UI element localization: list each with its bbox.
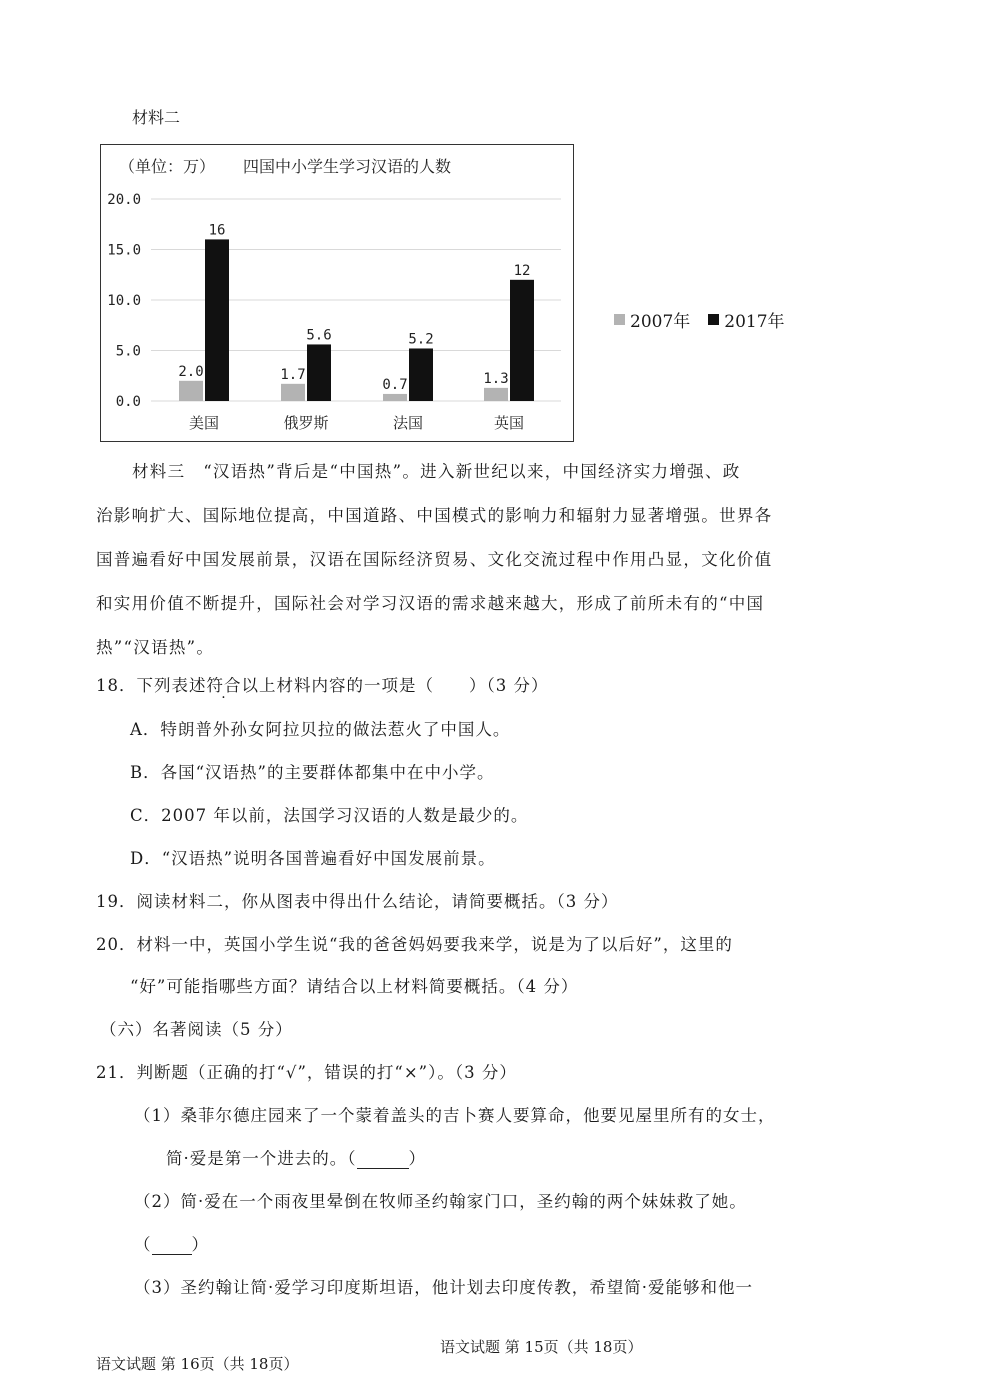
question-20-line2: “好”可能指哪些方面？请结合以上材料简要概括。（4 分） — [130, 977, 579, 996]
y-tick-label: 15.0 — [107, 242, 141, 259]
q21-item2-close: ） — [191, 1235, 209, 1254]
legend-label-2017: 2017年 — [724, 312, 785, 332]
legend-swatch-2007 — [614, 314, 625, 325]
bar-value-label: 1.7 — [280, 366, 306, 383]
bar-2017年-俄罗斯 — [307, 344, 331, 401]
y-tick-label: 5.0 — [115, 343, 141, 360]
q18-option-d: D．“汉语热”说明各国普遍看好中国发展前景。 — [130, 849, 496, 868]
section-6-heading: （六）名著阅读（5 分） — [100, 1020, 293, 1039]
chart-title: 四国中小学生学习汉语的人数 — [243, 157, 452, 176]
bar-value-label: 2.0 — [178, 363, 204, 380]
bar-value-label: 1.3 — [483, 370, 509, 387]
material3-line: 和实用价值不断提升，国际社会对学习汉语的需求越来越大，形成了前所未有的“中国 — [96, 594, 765, 613]
question-21-stem: 21．判断题（正确的打“√”，错误的打“×”）。（3 分） — [96, 1063, 517, 1082]
chart-svg — [101, 145, 575, 443]
material3-line: 治影响扩大、国际地位提高，中国道路、中国模式的影响力和辐射力显著增强。世界各 — [96, 506, 773, 525]
chart-legend — [614, 307, 785, 332]
page-footer-left: 语文试题 第 16页（共 18页） — [96, 1355, 299, 1373]
answer-blank-2[interactable] — [152, 1238, 192, 1255]
q21-item2-line2 — [134, 1231, 209, 1255]
bar-value-label: 16 — [208, 222, 226, 239]
material2-heading: 材料二 — [132, 108, 181, 127]
chart-unit-label: （单位：万） — [119, 157, 216, 176]
q21-item2-line1: （2）简·爱在一个雨夜里晕倒在牧师圣约翰家门口，圣约翰的两个妹妹救了她。 — [134, 1192, 747, 1211]
page-footer-center: 语文试题 第 15页（共 18页） — [440, 1338, 643, 1356]
q18-option-b: B．各国“汉语热”的主要群体都集中在中小学。 — [130, 763, 495, 782]
bar-2017年-法国 — [409, 348, 433, 401]
answer-blank-1[interactable] — [357, 1152, 409, 1169]
q18-option-c: C．2007 年以前，法国学习汉语的人数是最少的。 — [130, 806, 529, 825]
question-20-line1: 20．材料一中，英国小学生说“我的爸爸妈妈要我来学，说是为了以后好”，这里的 — [96, 935, 733, 954]
bar-chart — [100, 144, 574, 442]
q18-emphasis: 符合 — [206, 676, 242, 695]
q21-item2-open: （ — [134, 1235, 152, 1254]
bar-value-label: 5.2 — [408, 331, 434, 348]
bar-value-label: 0.7 — [382, 376, 408, 393]
x-category-label: 法国 — [392, 414, 424, 432]
bar-2007年-美国 — [179, 381, 203, 401]
q18-suffix: 以上材料内容的一项是（ ）（3 分） — [241, 676, 549, 695]
x-category-label: 英国 — [493, 414, 525, 432]
bar-2017年-美国 — [205, 239, 229, 401]
legend-swatch-2017 — [708, 314, 719, 325]
q21-item1-line2 — [166, 1145, 426, 1169]
legend-item-2017 — [708, 307, 784, 332]
material3-line: 热”“汉语热”。 — [96, 638, 215, 657]
q21-item1-text: 简·爱是第一个进去的。（ — [166, 1149, 357, 1168]
bar-value-label: 5.6 — [306, 327, 332, 344]
bar-2017年-英国 — [510, 280, 534, 401]
x-category-label: 俄罗斯 — [283, 414, 329, 432]
y-tick-label: 0.0 — [115, 394, 141, 410]
q18-prefix: 18．下列表述 — [96, 676, 207, 695]
bar-2007年-英国 — [484, 388, 508, 401]
q21-item1-close: ） — [408, 1149, 426, 1168]
q21-item1-line1: （1）桑菲尔德庄园来了一个蒙着盖头的吉卜赛人要算命，他要见屋里所有的女士， — [134, 1106, 776, 1125]
material3-line: 材料三 “汉语热”背后是“中国热”。进入新世纪以来，中国经济实力增强、政 — [132, 462, 741, 481]
legend-item-2007 — [614, 307, 690, 332]
bar-2007年-俄罗斯 — [281, 384, 305, 401]
x-category-label: 美国 — [188, 414, 220, 432]
y-tick-label: 10.0 — [107, 293, 141, 309]
y-tick-label: 20.0 — [107, 192, 141, 208]
bar-2007年-法国 — [383, 394, 407, 401]
q21-item3-line1: （3）圣约翰让简·爱学习印度斯坦语，他计划去印度传教，希望简·爱能够和他一 — [134, 1278, 753, 1297]
bar-value-label: 12 — [513, 262, 531, 279]
material3-line: 国普遍看好中国发展前景，汉语在国际经济贸易、文化交流过程中作用凸显，文化价值 — [96, 550, 773, 569]
question-18 — [96, 672, 549, 696]
q18-option-a: A．特朗普外孙女阿拉贝拉的做法惹火了中国人。 — [130, 720, 511, 739]
legend-label-2007: 2007年 — [630, 312, 691, 332]
material3-paragraph — [96, 450, 796, 670]
question-19: 19．阅读材料二，你从图表中得出什么结论，请简要概括。（3 分） — [96, 892, 619, 911]
